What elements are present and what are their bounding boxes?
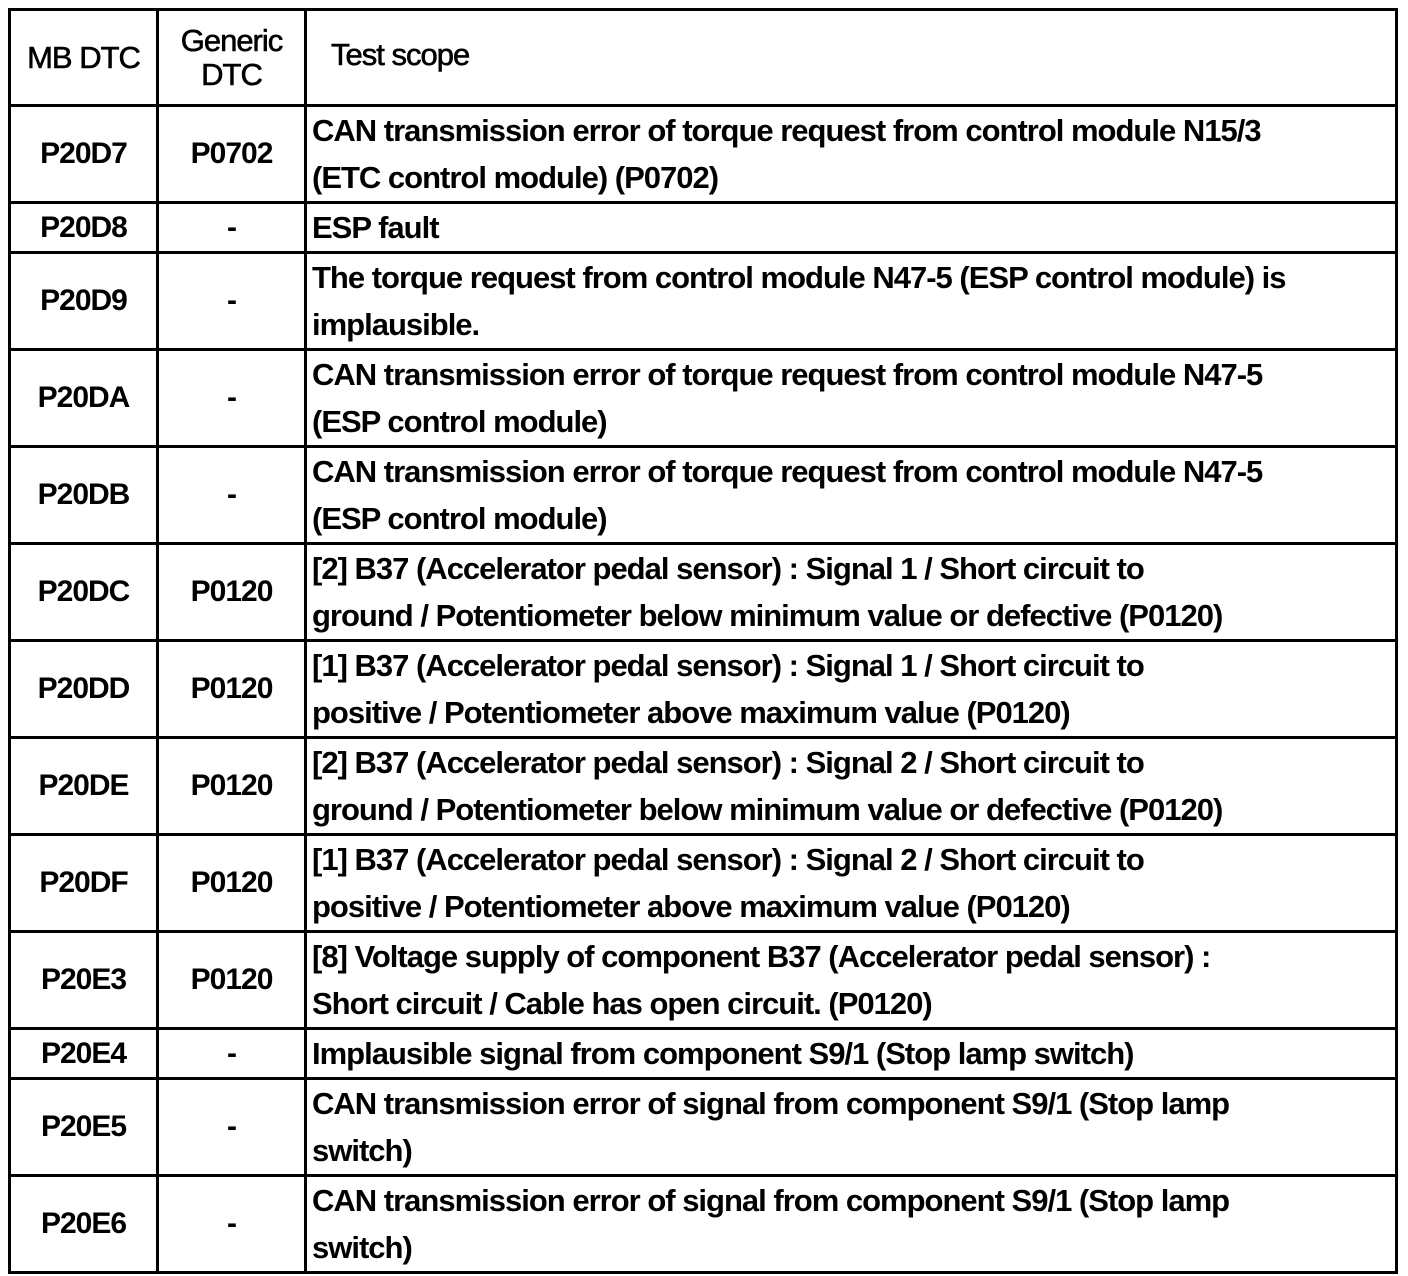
header-generic-line1: Generic xyxy=(180,22,283,58)
test-scope-cell xyxy=(306,106,1397,203)
test-scope-cell xyxy=(306,932,1397,1029)
test-scope-line: CAN transmission error of signal from component S9/1 (Stop lamp xyxy=(312,1086,1230,1121)
mb-dtc-cell: P20DD xyxy=(10,641,158,738)
test-scope-line: positive / Potentiometer above maximum value (P0120) xyxy=(312,889,1070,924)
test-scope-line: Short circuit / Cable has open circuit. (P0120) xyxy=(312,986,932,1021)
test-scope-line: (ETC control module) (P0702) xyxy=(312,160,719,195)
generic-dtc-cell: - xyxy=(158,447,306,544)
test-scope-cell xyxy=(306,447,1397,544)
test-scope-cell xyxy=(306,1079,1397,1176)
table-row xyxy=(10,544,1397,641)
test-scope-cell xyxy=(306,738,1397,835)
generic-dtc-cell: P0120 xyxy=(158,641,306,738)
table-row xyxy=(10,835,1397,932)
generic-dtc-cell: - xyxy=(158,350,306,447)
table-row xyxy=(10,1029,1397,1079)
mb-dtc-cell: P20E3 xyxy=(10,932,158,1029)
test-scope-line: switch) xyxy=(312,1133,412,1168)
test-scope-line: implausible. xyxy=(312,307,480,342)
table-row xyxy=(10,932,1397,1029)
generic-dtc-cell: P0120 xyxy=(158,932,306,1029)
mb-dtc-cell: P20E4 xyxy=(10,1029,158,1079)
mb-dtc-cell: P20D7 xyxy=(10,106,158,203)
test-scope-line: [1] B37 (Accelerator pedal sensor) : Signal 2 / Short circuit to xyxy=(312,842,1144,877)
mb-dtc-cell: P20E5 xyxy=(10,1079,158,1176)
test-scope-line: Implausible signal from component S9/1 (Stop lamp switch) xyxy=(312,1036,1134,1071)
generic-dtc-cell: P0702 xyxy=(158,106,306,203)
test-scope-line: The torque request from control module N47-5 (ESP control module) is xyxy=(312,260,1286,295)
test-scope-line: (ESP control module) xyxy=(312,501,607,536)
test-scope-cell xyxy=(306,203,1397,253)
mb-dtc-cell: P20DE xyxy=(10,738,158,835)
table-row xyxy=(10,738,1397,835)
test-scope-line: CAN transmission error of torque request from control module N15/3 xyxy=(312,113,1261,148)
test-scope-cell xyxy=(306,641,1397,738)
test-scope-line: CAN transmission error of torque request from control module N47-5 xyxy=(312,454,1263,489)
table-row xyxy=(10,641,1397,738)
header-test-scope: Test scope xyxy=(306,10,1397,106)
generic-dtc-cell: P0120 xyxy=(158,738,306,835)
header-mb-dtc: MB DTC xyxy=(10,10,158,106)
dtc-table xyxy=(8,8,1398,1274)
header-generic-dtc xyxy=(158,10,306,106)
test-scope-line: [8] Voltage supply of component B37 (Accelerator pedal sensor) : xyxy=(312,939,1211,974)
test-scope-line: [2] B37 (Accelerator pedal sensor) : Signal 2 / Short circuit to xyxy=(312,745,1144,780)
table-row xyxy=(10,350,1397,447)
table-row xyxy=(10,1079,1397,1176)
table-row xyxy=(10,106,1397,203)
test-scope-cell xyxy=(306,253,1397,350)
test-scope-line: (ESP control module) xyxy=(312,404,607,439)
mb-dtc-cell: P20DF xyxy=(10,835,158,932)
generic-dtc-cell: P0120 xyxy=(158,544,306,641)
header-generic-line2: DTC xyxy=(201,56,262,92)
table-row xyxy=(10,1176,1397,1273)
mb-dtc-cell: P20D8 xyxy=(10,203,158,253)
generic-dtc-cell: - xyxy=(158,1029,306,1079)
test-scope-cell xyxy=(306,544,1397,641)
mb-dtc-cell: P20DC xyxy=(10,544,158,641)
test-scope-cell xyxy=(306,350,1397,447)
generic-dtc-cell: P0120 xyxy=(158,835,306,932)
mb-dtc-cell: P20D9 xyxy=(10,253,158,350)
test-scope-cell xyxy=(306,1029,1397,1079)
test-scope-line: [1] B37 (Accelerator pedal sensor) : Signal 1 / Short circuit to xyxy=(312,648,1144,683)
table-row xyxy=(10,253,1397,350)
header-row xyxy=(10,10,1397,106)
generic-dtc-cell: - xyxy=(158,203,306,253)
test-scope-cell xyxy=(306,835,1397,932)
test-scope-line: CAN transmission error of torque request from control module N47-5 xyxy=(312,357,1263,392)
generic-dtc-cell: - xyxy=(158,1176,306,1273)
test-scope-cell xyxy=(306,1176,1397,1273)
generic-dtc-cell: - xyxy=(158,1079,306,1176)
generic-dtc-cell: - xyxy=(158,253,306,350)
table-row xyxy=(10,203,1397,253)
mb-dtc-cell: P20DB xyxy=(10,447,158,544)
test-scope-line: CAN transmission error of signal from component S9/1 (Stop lamp xyxy=(312,1183,1230,1218)
test-scope-line: positive / Potentiometer above maximum value (P0120) xyxy=(312,695,1070,730)
test-scope-line: ground / Potentiometer below minimum value or defective (P0120) xyxy=(312,598,1223,633)
test-scope-line: ESP fault xyxy=(312,210,439,245)
table-row xyxy=(10,447,1397,544)
test-scope-line: ground / Potentiometer below minimum value or defective (P0120) xyxy=(312,792,1223,827)
test-scope-line: switch) xyxy=(312,1230,412,1265)
test-scope-line: [2] B37 (Accelerator pedal sensor) : Signal 1 / Short circuit to xyxy=(312,551,1144,586)
mb-dtc-cell: P20E6 xyxy=(10,1176,158,1273)
mb-dtc-cell: P20DA xyxy=(10,350,158,447)
